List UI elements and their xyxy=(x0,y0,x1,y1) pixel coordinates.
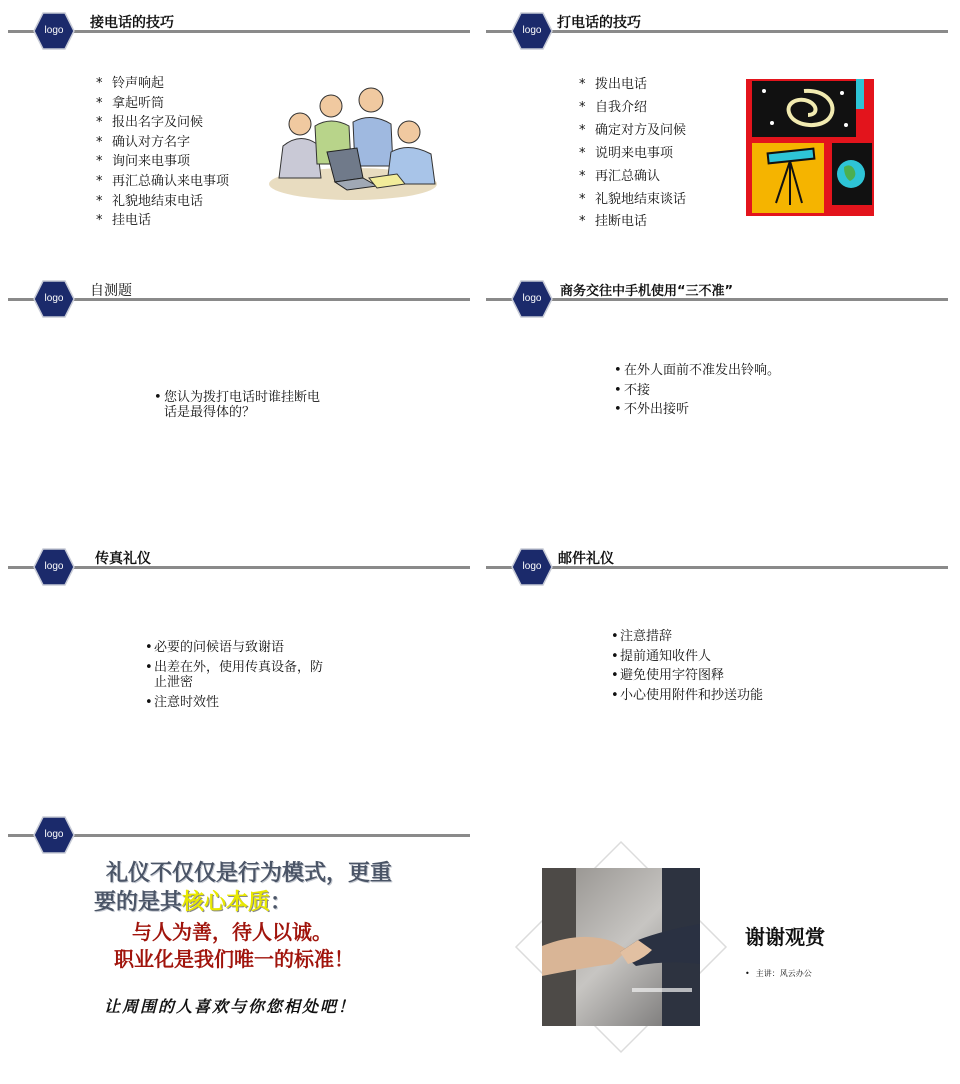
logo-text: logo xyxy=(522,25,542,36)
slide-etiquette-essence xyxy=(0,804,470,1076)
list-item: * 拨出电话 xyxy=(579,74,686,97)
slide-title: 自测题 xyxy=(90,283,132,299)
essence-line-3: 与人为善，待人以诚。 xyxy=(132,920,332,944)
list-item: * 挂电话 xyxy=(96,211,229,231)
logo-badge xyxy=(33,12,75,50)
list-item: • 提前通知收件人 xyxy=(611,647,763,667)
logo-badge xyxy=(33,816,75,854)
slide-title: 接电话的技巧 xyxy=(90,15,174,31)
logo-text: logo xyxy=(44,561,64,572)
logo-text: logo xyxy=(522,293,542,304)
logo-badge xyxy=(511,548,553,586)
list-item: • 不接 xyxy=(614,381,780,401)
slide-title: 邮件礼仪 xyxy=(558,551,614,567)
list-item: • 避免使用字符图释 xyxy=(611,666,763,686)
logo-text: logo xyxy=(44,829,64,840)
logo-text: logo xyxy=(522,561,542,572)
list-item-continuation: 止泄密 xyxy=(154,675,194,690)
thank-you-title: 谢谢观赏 xyxy=(745,925,825,949)
logo-badge xyxy=(511,280,553,318)
header-divider xyxy=(8,834,470,837)
bullet-list xyxy=(96,74,229,231)
list-item: * 拿起听筒 xyxy=(96,94,229,114)
list-item: • 在外人面前不准发出铃响。 xyxy=(614,361,780,381)
slide-mobile-rules xyxy=(478,268,948,530)
list-item: * 礼貌地结束电话 xyxy=(96,192,229,212)
telescope-space-illustration xyxy=(746,79,874,216)
bullet-list xyxy=(611,627,763,705)
list-item: * 挂断电话 xyxy=(579,211,686,234)
list-item: * 确认对方名字 xyxy=(96,133,229,153)
logo-text: logo xyxy=(44,293,64,304)
header-divider xyxy=(486,30,948,33)
logo-badge xyxy=(33,280,75,318)
highlight-text: 核心本质 xyxy=(182,890,271,915)
header-divider xyxy=(8,566,470,569)
list-item: • 不外出接听 xyxy=(614,400,780,420)
list-item: * 铃声响起 xyxy=(96,74,229,94)
list-item: 出差在外，使用传真设备，防 xyxy=(154,659,324,675)
list-item: * 再汇总确认 xyxy=(579,166,686,189)
slide-phone-answering xyxy=(0,0,470,262)
question-text: • 您认为拨打电话时谁挂断电 话是最得体的？ xyxy=(154,390,321,420)
list-item: * 确定对方及问候 xyxy=(579,120,686,143)
header-divider xyxy=(8,30,470,33)
presenter-line: • 主讲：风云办公 xyxy=(745,969,812,978)
slide-title: 商务交往中手机使用“三不准” xyxy=(560,284,734,299)
essence-line-5: 让周围的人喜欢与你您相处吧！ xyxy=(104,997,357,1016)
logo-badge xyxy=(33,548,75,586)
bullet-list: • 必要的问候语与致谢语 • 出差在外，使用传真设备，防 止泄密 • 注意时效性 xyxy=(145,640,324,710)
list-item: • 注意措辞 xyxy=(611,627,763,647)
essence-line-1: 礼仪不仅仅是行为模式，更重 xyxy=(106,861,393,886)
essence-line-2: 要的是其核心本质： xyxy=(94,890,293,915)
slide-phone-calling xyxy=(478,0,948,262)
slide-thank-you xyxy=(478,804,948,1076)
list-item: * 询问来电事项 xyxy=(96,152,229,172)
header-divider xyxy=(8,298,470,301)
list-item: • 小心使用附件和抄送功能 xyxy=(611,686,763,706)
slide-title: 打电话的技巧 xyxy=(557,15,641,31)
bullet-list xyxy=(579,74,686,234)
header-divider xyxy=(486,566,948,569)
list-item: 注意时效性 xyxy=(154,694,220,710)
handshake-photo xyxy=(542,868,700,1026)
essence-line-4: 职业化是我们唯一的标准！ xyxy=(114,947,354,971)
slide-email-etiquette xyxy=(478,536,948,798)
logo-text: logo xyxy=(44,25,64,36)
list-item: 必要的问候语与致谢语 xyxy=(154,640,285,655)
slide-title: 传真礼仪 xyxy=(95,551,151,567)
business-meeting-illustration xyxy=(265,86,440,202)
list-item: * 礼貌地结束谈话 xyxy=(579,189,686,212)
list-item: * 报出名字及问候 xyxy=(96,113,229,133)
bullet-list xyxy=(614,361,780,420)
list-item: * 再汇总确认来电事项 xyxy=(96,172,229,192)
list-item: * 自我介绍 xyxy=(579,97,686,120)
slide-self-test xyxy=(0,268,470,530)
logo-badge xyxy=(511,12,553,50)
slide-fax-etiquette xyxy=(0,536,470,798)
list-item: * 说明来电事项 xyxy=(579,143,686,166)
